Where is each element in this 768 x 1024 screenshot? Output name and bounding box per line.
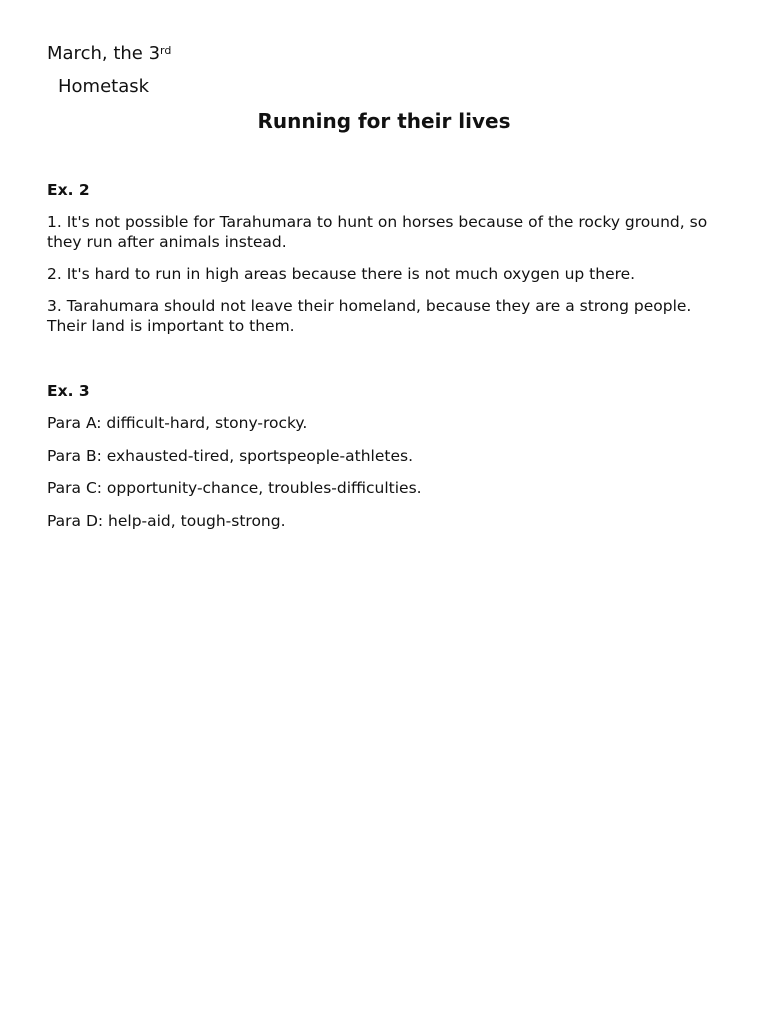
document-title: Running for their lives (257, 109, 511, 133)
date-ordinal-suffix: rd (160, 44, 172, 57)
ex2-answer-2: 2. It's hard to run in high areas because there is not much oxygen up there. (47, 265, 636, 283)
ex2-answer-1: 1. It's not possible for Tarahumara to hunt on horses because of the rocky ground, so they run after animals instead. (47, 213, 708, 251)
ex3-heading: Ex. 3 (47, 382, 90, 400)
ex3-answer-para-d: Para D: help-aid, tough-strong. (47, 512, 286, 530)
hometask-label: Hometask (58, 76, 150, 97)
date-text: March, the 3 (47, 43, 161, 64)
ex2-heading: Ex. 2 (47, 181, 90, 199)
ex3-answer-para-b: Para B: exhausted-tired, sportspeople-athletes. (47, 447, 413, 465)
ex2-answer-3: 3. Tarahumara should not leave their homeland, because they are a strong people. Their land is important to them. (47, 297, 692, 335)
ex3-answer-para-a: Para A: difficult-hard, stony-rocky. (47, 414, 308, 432)
ex3-answer-para-c: Para C: opportunity-chance, troubles-difficulties. (47, 479, 422, 497)
date-line (47, 43, 171, 65)
